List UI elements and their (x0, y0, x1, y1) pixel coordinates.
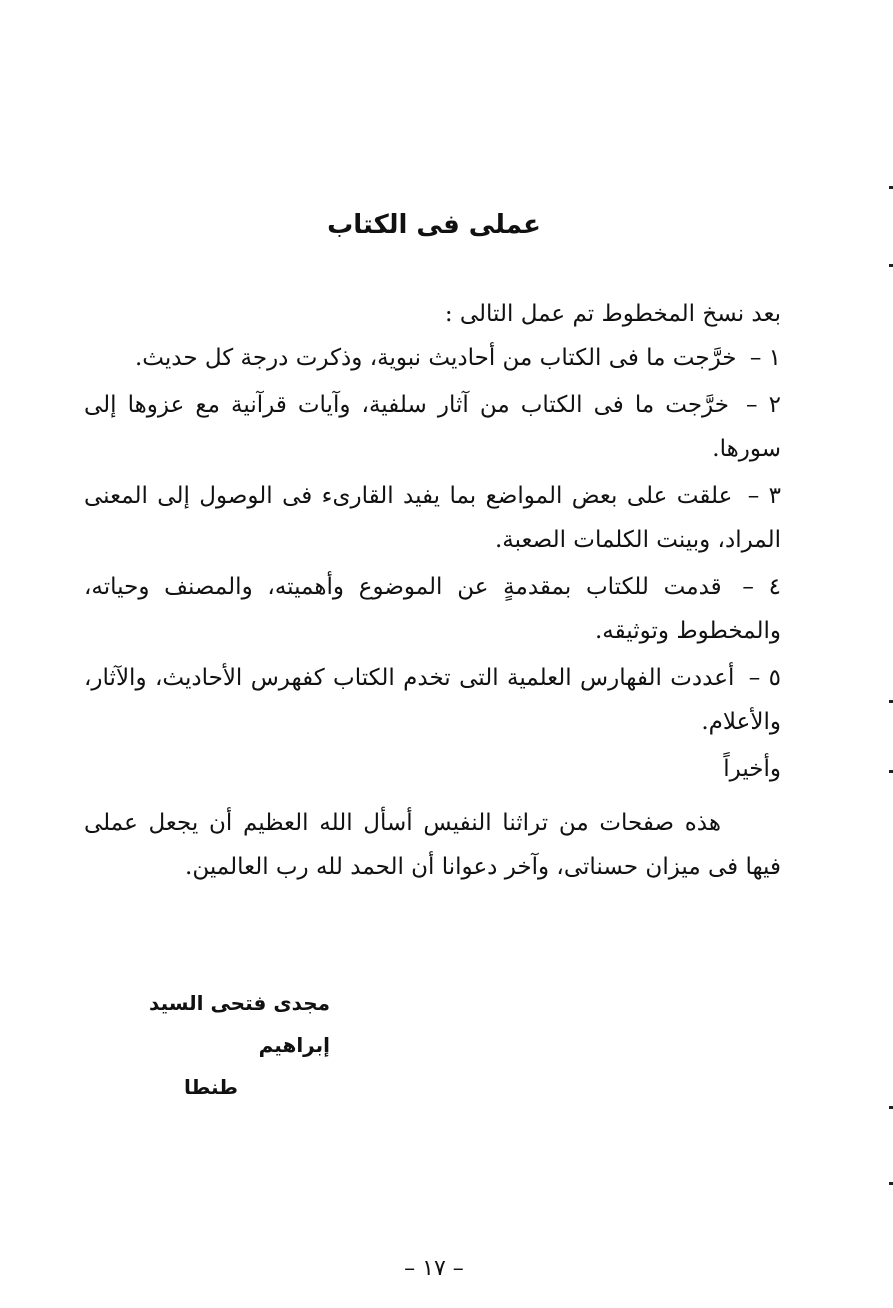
list-item (84, 474, 781, 562)
author-place: طنطا (184, 1075, 238, 1099)
item-text: قدمت للكتاب بمقدمةٍ عن الموضوع وأهميته، والمصنف وحياته، والمخطوط وتوثيقه. (84, 574, 781, 644)
edge-mark (889, 700, 893, 703)
edge-mark (889, 264, 893, 267)
edge-mark (889, 1106, 893, 1109)
item-text: خرَّجت ما فى الكتاب من آثار سلفية، وآيات قرآنية مع عزوها إلى سورها. (84, 392, 781, 462)
page-title: عملى فى الكتاب (327, 210, 541, 240)
body-text (84, 292, 781, 889)
item-text: علقت على بعض المواضع بما يفيد القارىء فى الوصول إلى المعنى المراد، وبينت الكلمات الصعبة. (84, 483, 781, 553)
signature-block (80, 982, 330, 1108)
item-text: خرَّجت ما فى الكتاب من أحاديث نبوية، وذكرت درجة كل حديث. (134, 345, 737, 371)
item-text: أعددت الفهارس العلمية التى تخدم الكتاب كفهرس الأحاديث، والآثار، والأعلام. (84, 665, 781, 735)
list-item (84, 383, 781, 471)
closing-paragraph: هذه صفحات من تراثنا النفيس أسأل الله العظيم أن يجعل عملى فيها فى ميزان حسناتى، وآخر دعوانا أن الحمد لله رب العالمين. (84, 810, 781, 880)
item-number: ٢ – (746, 392, 781, 418)
edge-mark (889, 1182, 893, 1185)
edge-mark (889, 770, 893, 773)
item-number: ٣ – (747, 483, 782, 509)
author-name: مجدى فتحى السيد إبراهيم (149, 991, 330, 1057)
page-number: – ١٧ – (404, 1256, 464, 1281)
finally-word: وأخيراً (723, 756, 781, 782)
item-number: ٤ – (742, 574, 782, 600)
edge-mark (889, 186, 893, 189)
item-number: ٥ – (748, 665, 781, 691)
list-item (84, 565, 781, 653)
list-item (84, 336, 781, 380)
list-item (84, 656, 781, 744)
intro-line: بعد نسخ المخطوط تم عمل التالى : (444, 301, 781, 327)
item-number: ١ – (749, 345, 781, 371)
